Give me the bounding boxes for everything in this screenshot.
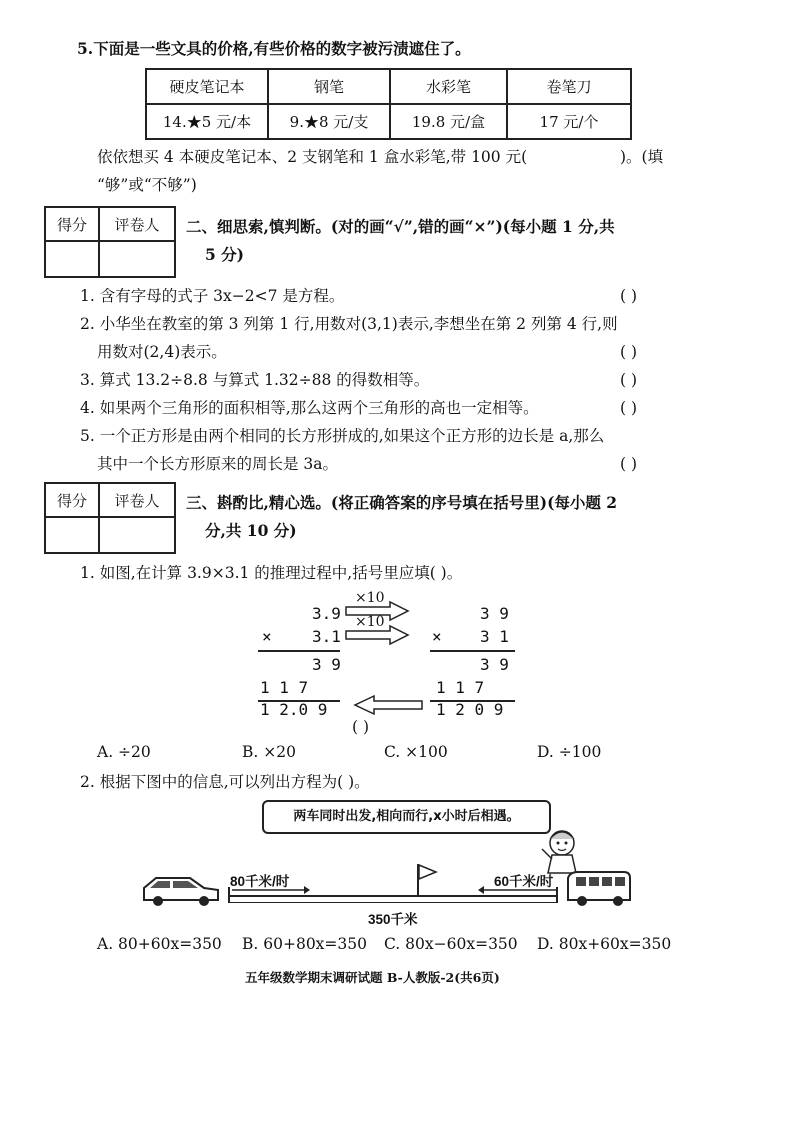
calc-right-partial1: 3 9 — [480, 655, 509, 674]
judge-paren-5[interactable]: ( ) — [620, 455, 638, 473]
section2-title-cont: 5 分) — [205, 245, 245, 264]
calc-left-row2: 3.1 — [312, 627, 341, 646]
calc-left-partial1: 3 9 — [312, 655, 341, 674]
price-header: 钢笔 — [268, 69, 390, 104]
price-cell: 9.★8 元/支 — [268, 104, 390, 139]
choice-q1-option-d[interactable]: D. ÷100 — [537, 743, 602, 761]
section3-title-cont: 分,共 10 分) — [205, 521, 297, 540]
price-header: 水彩笔 — [390, 69, 507, 104]
judge-item-5-cont: 其中一个长方形原来的周长是 3a。 — [97, 455, 339, 473]
left-arrow-icon — [352, 694, 424, 716]
car-icon — [140, 874, 222, 908]
judge-item-3: 3. 算式 13.2÷8.8 与算式 1.32÷88 的得数相等。 — [80, 371, 430, 389]
judge-paren-2[interactable]: ( ) — [620, 343, 638, 361]
calc-left-row1: 3.9 — [312, 604, 341, 623]
section3-title: 三、斟酌比,精心选。(将正确答案的序号填在括号里)(每小题 2 — [186, 493, 618, 512]
score-box — [44, 482, 176, 554]
calc-right-row1: 3 9 — [480, 604, 509, 623]
price-header: 卷笔刀 — [507, 69, 631, 104]
judge-item-4: 4. 如果两个三角形的面积相等,那么这两个三角形的高也一定相等。 — [80, 399, 539, 417]
choice-q2-option-b[interactable]: B. 60+80x=350 — [242, 935, 367, 953]
choice-q1-stem: 1. 如图,在计算 3.9×3.1 的推理过程中,括号里应填( )。 — [80, 564, 463, 582]
right-arrow-icon — [344, 624, 412, 646]
score-label: 得分 — [45, 207, 99, 241]
speed-right-label: 60千米/时 — [494, 874, 554, 889]
flag-icon — [414, 862, 440, 898]
speed-left-label: 80千米/时 — [230, 874, 290, 889]
price-cell: 14.★5 元/本 — [146, 104, 268, 139]
judge-item-5: 5. 一个正方形是由两个相同的长方形拼成的,如果这个正方形的边长是 a,那么 — [80, 427, 605, 445]
score-label: 得分 — [45, 483, 99, 517]
judge-item-2-cont: 用数对(2,4)表示。 — [97, 343, 227, 361]
calc-right-result: 1 2 0 9 — [436, 700, 504, 719]
q5-answer-blank-end: )。(填 — [620, 148, 664, 166]
section2-title: 二、细思索,慎判断。(对的画“√”,错的画“×”)(每小题 1 分,共 — [186, 217, 615, 236]
calc-right-partial2: 1 1 7 — [436, 678, 485, 697]
choice-q2-option-a[interactable]: A. 80+60x=350 — [97, 935, 222, 953]
q5-question-line1: 依依想买 4 本硬皮笔记本、2 支钢笔和 1 盒水彩笔,带 100 元( — [97, 148, 528, 166]
grader-label: 评卷人 — [99, 483, 175, 517]
bus-icon — [562, 868, 634, 908]
choice-q2-stem: 2. 根据下图中的信息,可以列出方程为( )。 — [80, 773, 370, 791]
judge-item-1: 1. 含有字母的式子 3x−2<7 是方程。 — [80, 287, 345, 305]
distance-label: 350千米 — [368, 912, 418, 927]
judge-paren-1[interactable]: ( ) — [620, 287, 638, 305]
calc-left-result: 1 2.0 9 — [260, 700, 328, 719]
grader-field[interactable] — [99, 241, 175, 277]
page-footer: 五年级数学期末调研试题 B-人教版-2(共6页) — [245, 970, 500, 985]
price-cell: 17 元/个 — [507, 104, 631, 139]
choice-q2-option-d[interactable]: D. 80x+60x=350 — [537, 935, 672, 953]
price-cell: 19.8 元/盒 — [390, 104, 507, 139]
q5-question-line2: “够”或“不够”) — [97, 176, 197, 194]
calc-left-partial2: 1 1 7 — [260, 678, 309, 697]
price-header: 硬皮笔记本 — [146, 69, 268, 104]
arrow-label-bottom: ×10 — [355, 614, 385, 630]
grader-field[interactable] — [99, 517, 175, 553]
grader-label: 评卷人 — [99, 207, 175, 241]
choice-q2-option-c[interactable]: C. 80x−60x=350 — [384, 935, 518, 953]
distance-line — [228, 902, 558, 903]
choice-q1-option-a[interactable]: A. ÷20 — [97, 743, 151, 761]
calc-right-op: × — [432, 627, 442, 646]
price-table — [145, 68, 632, 140]
choice-q1-option-c[interactable]: C. ×100 — [384, 743, 448, 761]
arrow-label-top: ×10 — [355, 590, 385, 606]
judge-paren-3[interactable]: ( ) — [620, 371, 638, 389]
calc-right-line1 — [430, 650, 515, 652]
left-arrow-icon — [478, 885, 558, 895]
judge-paren-4[interactable]: ( ) — [620, 399, 638, 417]
score-box — [44, 206, 176, 278]
right-arrow-icon — [230, 885, 310, 895]
q5-stem: 5.下面是一些文具的价格,有些价格的数字被污渍遮住了。 — [77, 39, 471, 58]
calc-left-op: × — [262, 627, 272, 646]
calc-left-line1 — [258, 650, 340, 652]
choice-q1-option-b[interactable]: B. ×20 — [242, 743, 296, 761]
speech-bubble: 两车同时出发,相向而行,x小时后相遇。 — [262, 800, 551, 834]
score-field[interactable] — [45, 517, 99, 553]
calc-blank[interactable]: ( ) — [352, 718, 370, 736]
judge-item-2: 2. 小华坐在教室的第 3 列第 1 行,用数对(3,1)表示,李想坐在第 2 列第 4 行,则 — [80, 315, 618, 333]
calc-right-row2: 3 1 — [480, 627, 509, 646]
score-field[interactable] — [45, 241, 99, 277]
road-line — [228, 895, 558, 897]
